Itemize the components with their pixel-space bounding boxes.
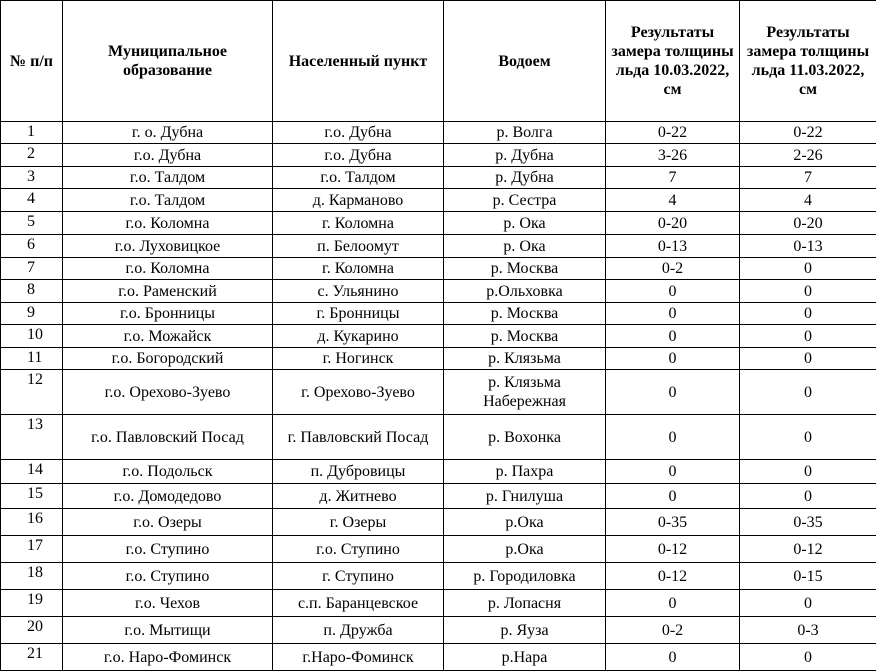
cell-municipality: г.о. Бронницы [63, 303, 273, 325]
cell-municipality: г.о. Богородский [63, 348, 273, 370]
cell-municipality: г.о. Ступино [63, 563, 273, 590]
cell-num: 4 [1, 189, 63, 212]
cell-num: 8 [1, 280, 63, 303]
cell-num: 15 [1, 484, 63, 509]
cell-waterbody: р. Ока [444, 212, 606, 235]
cell-result-1103: 0 [740, 325, 876, 348]
cell-num: 6 [1, 235, 63, 258]
cell-result-1003: 0 [606, 325, 740, 348]
cell-settlement: г. Павловский Посад [273, 415, 444, 460]
cell-result-1103: 0 [740, 484, 876, 509]
cell-waterbody: р. Москва [444, 303, 606, 325]
table-row [1, 563, 876, 590]
cell-result-1003: 4 [606, 189, 740, 212]
cell-result-1103: 0-12 [740, 536, 876, 563]
cell-waterbody: р. Москва [444, 258, 606, 280]
cell-settlement: п. Белоомут [273, 235, 444, 258]
header-settlement: Населенный пункт [273, 1, 444, 122]
table-row [1, 189, 876, 212]
cell-num: 21 [1, 644, 63, 671]
cell-settlement: г. Орехово-Зуево [273, 370, 444, 415]
cell-result-1003: 0 [606, 348, 740, 370]
table-row [1, 617, 876, 644]
cell-result-1103: 0 [740, 590, 876, 617]
cell-num: 19 [1, 590, 63, 617]
header-result-1103: Результаты замера толщины льда 11.03.2022, см [740, 1, 876, 122]
cell-result-1103: 0 [740, 280, 876, 303]
cell-settlement: г.о. Дубна [273, 144, 444, 167]
cell-result-1103: 0 [740, 415, 876, 460]
cell-num: 13 [1, 415, 63, 460]
cell-municipality: г.о. Раменский [63, 280, 273, 303]
table-row [1, 280, 876, 303]
cell-settlement: г. Коломна [273, 258, 444, 280]
cell-settlement: п. Дружба [273, 617, 444, 644]
table-row [1, 460, 876, 484]
cell-result-1103: 0 [740, 644, 876, 671]
cell-num: 2 [1, 144, 63, 167]
cell-settlement: г. Озеры [273, 509, 444, 536]
cell-municipality: г.о. Мытищи [63, 617, 273, 644]
cell-waterbody: р.Ока [444, 509, 606, 536]
cell-result-1003: 7 [606, 167, 740, 189]
cell-num: 5 [1, 212, 63, 235]
cell-result-1103: 0 [740, 303, 876, 325]
table-row [1, 509, 876, 536]
cell-municipality: г.о. Орехово-Зуево [63, 370, 273, 415]
cell-num: 7 [1, 258, 63, 280]
cell-result-1103: 0-22 [740, 122, 876, 144]
table-row [1, 644, 876, 671]
cell-result-1003: 0-22 [606, 122, 740, 144]
cell-municipality: г.о. Павловский Посад [63, 415, 273, 460]
cell-settlement: д. Кукарино [273, 325, 444, 348]
cell-municipality: г.о. Ступино [63, 536, 273, 563]
table-row [1, 325, 876, 348]
cell-municipality: г.о. Озеры [63, 509, 273, 536]
cell-municipality: г.о. Луховицкое [63, 235, 273, 258]
cell-result-1103: 4 [740, 189, 876, 212]
cell-waterbody: р.Ока [444, 536, 606, 563]
table-row [1, 536, 876, 563]
table-row [1, 122, 876, 144]
cell-num: 14 [1, 460, 63, 484]
cell-waterbody: р. Клязьма [444, 348, 606, 370]
cell-num: 17 [1, 536, 63, 563]
cell-municipality: г.о. Талдом [63, 167, 273, 189]
cell-result-1103: 7 [740, 167, 876, 189]
cell-municipality: г.о. Коломна [63, 212, 273, 235]
cell-settlement: г. Бронницы [273, 303, 444, 325]
cell-result-1003: 0 [606, 484, 740, 509]
cell-settlement: г.о. Дубна [273, 122, 444, 144]
cell-result-1003: 0 [606, 460, 740, 484]
header-row [1, 1, 876, 122]
cell-waterbody: р. Москва [444, 325, 606, 348]
cell-waterbody: р. Лопасня [444, 590, 606, 617]
cell-municipality: г.о. Наро-Фоминск [63, 644, 273, 671]
cell-settlement: с. Ульянино [273, 280, 444, 303]
cell-result-1103: 0-13 [740, 235, 876, 258]
table-row [1, 484, 876, 509]
cell-result-1103: 0-20 [740, 212, 876, 235]
cell-num: 16 [1, 509, 63, 536]
cell-result-1003: 0-12 [606, 563, 740, 590]
cell-result-1003: 0 [606, 415, 740, 460]
cell-settlement: г.Наро-Фоминск [273, 644, 444, 671]
table-row [1, 258, 876, 280]
cell-settlement: г. Ногинск [273, 348, 444, 370]
cell-result-1103: 0-15 [740, 563, 876, 590]
cell-result-1003: 0-20 [606, 212, 740, 235]
cell-waterbody: р. Волга [444, 122, 606, 144]
cell-municipality: г.о. Коломна [63, 258, 273, 280]
cell-municipality: г. о. Дубна [63, 122, 273, 144]
cell-result-1103: 0-35 [740, 509, 876, 536]
cell-num: 10 [1, 325, 63, 348]
cell-settlement: д. Карманово [273, 189, 444, 212]
cell-settlement: г. Ступино [273, 563, 444, 590]
table-row [1, 235, 876, 258]
table-row [1, 167, 876, 189]
header-waterbody: Водоем [444, 1, 606, 122]
cell-num: 9 [1, 303, 63, 325]
cell-municipality: г.о. Можайск [63, 325, 273, 348]
table-row [1, 303, 876, 325]
cell-num: 12 [1, 370, 63, 415]
cell-settlement: г.о. Ступино [273, 536, 444, 563]
cell-waterbody: р. Пахра [444, 460, 606, 484]
cell-result-1003: 0-12 [606, 536, 740, 563]
cell-result-1003: 0-35 [606, 509, 740, 536]
cell-municipality: г.о. Талдом [63, 189, 273, 212]
cell-result-1103: 0 [740, 258, 876, 280]
header-municipality: Муниципальное образование [63, 1, 273, 122]
cell-settlement: п. Дубровицы [273, 460, 444, 484]
cell-settlement: с.п. Баранцевское [273, 590, 444, 617]
cell-result-1103: 0 [740, 370, 876, 415]
cell-result-1103: 0-3 [740, 617, 876, 644]
cell-result-1003: 0 [606, 644, 740, 671]
cell-result-1003: 0 [606, 590, 740, 617]
cell-waterbody: р. Городиловка [444, 563, 606, 590]
cell-waterbody: р. Ока [444, 235, 606, 258]
table-row [1, 590, 876, 617]
cell-result-1003: 3-26 [606, 144, 740, 167]
cell-municipality: г.о. Подольск [63, 460, 273, 484]
cell-settlement: г. Коломна [273, 212, 444, 235]
header-result-1003: Результаты замера толщины льда 10.03.2022, см [606, 1, 740, 122]
table-row [1, 348, 876, 370]
cell-result-1003: 0 [606, 303, 740, 325]
header-num: № п/п [1, 1, 63, 122]
cell-waterbody: р.Нара [444, 644, 606, 671]
table-row [1, 212, 876, 235]
cell-result-1003: 0-2 [606, 617, 740, 644]
cell-result-1003: 0 [606, 370, 740, 415]
cell-result-1003: 0 [606, 280, 740, 303]
cell-waterbody: р.Ольховка [444, 280, 606, 303]
cell-municipality: г.о. Дубна [63, 144, 273, 167]
cell-waterbody: р. Дубна [444, 144, 606, 167]
cell-settlement: г.о. Талдом [273, 167, 444, 189]
cell-waterbody: р. Вохонка [444, 415, 606, 460]
cell-num: 3 [1, 167, 63, 189]
table-row [1, 370, 876, 415]
cell-waterbody: р. Яуза [444, 617, 606, 644]
cell-result-1103: 0 [740, 348, 876, 370]
cell-municipality: г.о. Чехов [63, 590, 273, 617]
table-row [1, 415, 876, 460]
cell-result-1003: 0-2 [606, 258, 740, 280]
cell-municipality: г.о. Домодедово [63, 484, 273, 509]
cell-waterbody: р. Дубна [444, 167, 606, 189]
cell-num: 1 [1, 122, 63, 144]
table-row [1, 144, 876, 167]
cell-num: 11 [1, 348, 63, 370]
cell-result-1003: 0-13 [606, 235, 740, 258]
cell-result-1103: 2-26 [740, 144, 876, 167]
cell-settlement: д. Житнево [273, 484, 444, 509]
cell-num: 20 [1, 617, 63, 644]
cell-result-1103: 0 [740, 460, 876, 484]
cell-waterbody: р. Сестра [444, 189, 606, 212]
cell-waterbody: р. Клязьма Набережная [444, 370, 606, 415]
cell-waterbody: р. Гнилуша [444, 484, 606, 509]
cell-num: 18 [1, 563, 63, 590]
